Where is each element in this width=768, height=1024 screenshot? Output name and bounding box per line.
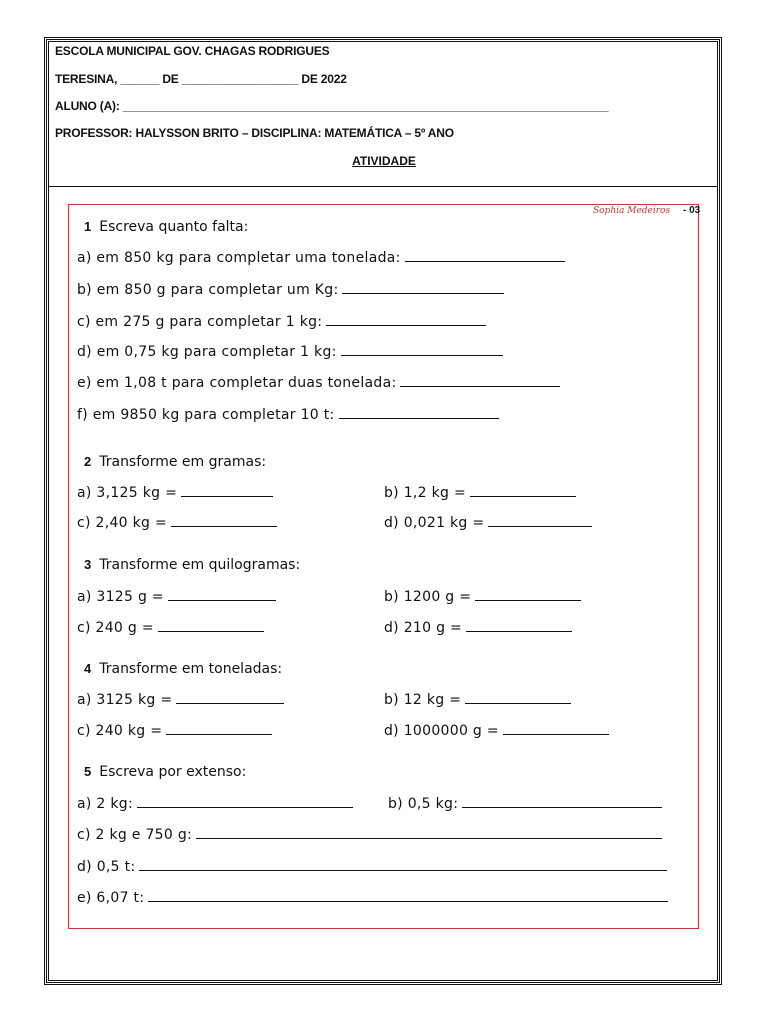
item-text: b) 0,5 kg: xyxy=(388,796,459,812)
answer-blank[interactable] xyxy=(158,619,264,632)
answer-blank[interactable] xyxy=(148,889,668,902)
question-number: 4 xyxy=(84,661,92,676)
answer-blank[interactable] xyxy=(166,722,272,735)
header-divider xyxy=(48,186,718,187)
question-4-item-b xyxy=(384,691,571,708)
page-number: - 03 xyxy=(683,205,701,216)
question-2-item-d xyxy=(384,514,592,531)
question-title-text: Escreva por extenso: xyxy=(99,764,247,780)
answer-blank[interactable] xyxy=(465,691,571,704)
answer-blank[interactable] xyxy=(181,484,273,497)
question-1-title xyxy=(84,219,248,235)
question-3-item-c xyxy=(77,619,264,636)
question-5-item-d xyxy=(77,858,667,875)
question-5-item-a xyxy=(77,795,353,812)
item-text: a) 3,125 kg = xyxy=(77,485,178,501)
item-text: c) 2 kg e 750 g: xyxy=(77,827,193,843)
question-4-item-c xyxy=(77,722,272,739)
item-text: c) 240 g = xyxy=(77,620,154,636)
question-5-item-c xyxy=(77,826,662,843)
answer-blank[interactable] xyxy=(342,281,504,294)
answer-blank[interactable] xyxy=(488,514,592,527)
question-4-item-a xyxy=(77,691,284,708)
question-2-title xyxy=(84,454,266,470)
question-1-item-e xyxy=(77,374,560,391)
question-title-text: Transforme em toneladas: xyxy=(99,661,283,677)
answer-blank[interactable] xyxy=(462,795,662,808)
item-text: d) 0,021 kg = xyxy=(384,515,485,531)
school-name: ESCOLA MUNICIPAL GOV. CHAGAS RODRIGUES xyxy=(55,44,330,58)
question-2-item-c xyxy=(77,514,277,531)
item-text: d) 1000000 g = xyxy=(384,723,499,739)
answer-blank[interactable] xyxy=(400,374,560,387)
date-line: TERESINA, ______ DE __________________ DE 2022 xyxy=(55,72,347,86)
question-1-item-b xyxy=(77,281,504,298)
answer-blank[interactable] xyxy=(326,313,486,326)
answer-blank[interactable] xyxy=(405,249,565,262)
question-2-item-a xyxy=(77,484,273,501)
question-1-item-d xyxy=(77,343,503,360)
author-signature: Sophia Medeiros xyxy=(593,206,671,216)
item-text: b) 12 kg = xyxy=(384,692,462,708)
question-4-title xyxy=(84,661,282,677)
item-text: f) em 9850 kg para completar 10 t: xyxy=(77,407,335,423)
question-number: 2 xyxy=(84,454,92,469)
answer-blank[interactable] xyxy=(466,619,572,632)
answer-blank[interactable] xyxy=(475,588,581,601)
item-text: d) 0,5 t: xyxy=(77,859,136,875)
question-5-item-e xyxy=(77,889,668,906)
question-3-title xyxy=(84,557,300,573)
question-1-item-f xyxy=(77,406,499,423)
question-number: 3 xyxy=(84,557,92,572)
question-5-item-b xyxy=(388,795,662,812)
question-number: 5 xyxy=(84,764,92,779)
item-text: d) 210 g = xyxy=(384,620,463,636)
answer-blank[interactable] xyxy=(503,722,609,735)
item-text: a) 2 kg: xyxy=(77,796,133,812)
item-text: e) 6,07 t: xyxy=(77,890,145,906)
answer-blank[interactable] xyxy=(339,406,499,419)
answer-blank[interactable] xyxy=(196,826,662,839)
question-number: 1 xyxy=(84,219,92,234)
question-2-item-b xyxy=(384,484,576,501)
question-title-text: Transforme em gramas: xyxy=(99,454,267,470)
question-title-text: Escreva quanto falta: xyxy=(99,219,249,235)
question-3-item-b xyxy=(384,588,581,605)
item-text: a) 3125 g = xyxy=(77,589,164,605)
answer-blank[interactable] xyxy=(168,588,276,601)
teacher-line: PROFESSOR: HALYSSON BRITO – DISCIPLINA: MATEMÁTICA – 5º ANO xyxy=(55,126,454,140)
answer-blank[interactable] xyxy=(470,484,576,497)
student-line: ALUNO (A): ___________________________________________________________________________ xyxy=(55,99,609,113)
item-text: b) 1200 g = xyxy=(384,589,472,605)
question-5-title xyxy=(84,764,246,780)
item-text: b) 1,2 kg = xyxy=(384,485,466,501)
item-text: c) 2,40 kg = xyxy=(77,515,168,531)
item-text: a) 3125 kg = xyxy=(77,692,173,708)
answer-blank[interactable] xyxy=(137,795,353,808)
item-text: e) em 1,08 t para completar duas tonelada: xyxy=(77,375,397,391)
item-text: d) em 0,75 kg para completar 1 kg: xyxy=(77,344,337,360)
item-text: c) 240 kg = xyxy=(77,723,163,739)
question-title-text: Transforme em quilogramas: xyxy=(99,557,301,573)
item-text: a) em 850 kg para completar uma tonelada: xyxy=(77,250,401,266)
answer-blank[interactable] xyxy=(341,343,503,356)
answer-blank[interactable] xyxy=(176,691,284,704)
question-1-item-c xyxy=(77,313,486,330)
item-text: b) em 850 g para completar um Kg: xyxy=(77,282,339,298)
question-1-item-a xyxy=(77,249,565,266)
item-text: c) em 275 g para completar 1 kg: xyxy=(77,314,323,330)
answer-blank[interactable] xyxy=(171,514,277,527)
answer-blank[interactable] xyxy=(139,858,667,871)
question-4-item-d xyxy=(384,722,609,739)
question-3-item-a xyxy=(77,588,276,605)
question-3-item-d xyxy=(384,619,572,636)
activity-title: ATIVIDADE xyxy=(352,154,416,168)
